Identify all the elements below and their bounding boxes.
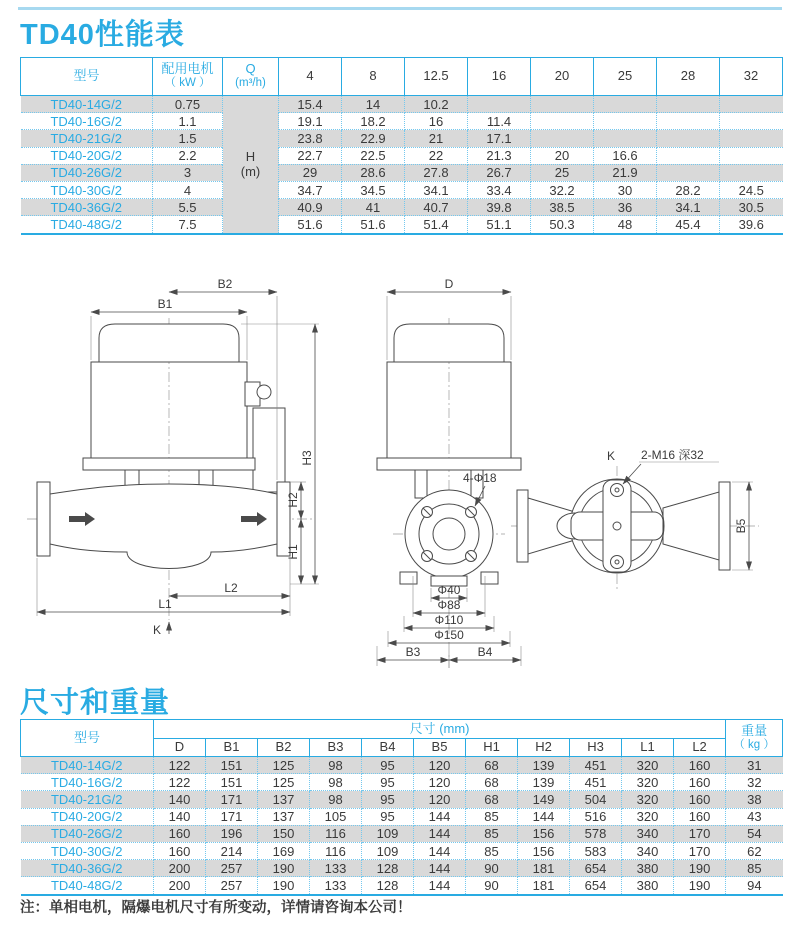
- dimension-value-cell: 171: [206, 808, 258, 825]
- dimension-value-cell: 169: [258, 842, 310, 859]
- dimension-value-cell: 68: [466, 757, 518, 774]
- col-header-q3: 12.5: [405, 58, 468, 96]
- dim-label-phi110: Φ110: [434, 613, 464, 627]
- dimension-row: [21, 808, 783, 825]
- head-unit-cell: [223, 96, 279, 234]
- head-value-cell: 23.8: [279, 130, 342, 147]
- dimension-value-cell: 340: [622, 842, 674, 859]
- head-value-cell: [531, 96, 594, 113]
- dimension-value-cell: 340: [622, 825, 674, 842]
- head-value-cell: 36: [594, 199, 657, 216]
- model-cell: TD40-36G/2: [21, 860, 154, 877]
- col-header-dim-b3: B3: [310, 739, 362, 757]
- pump-dimension-drawings: [19, 276, 781, 674]
- head-value-cell: [720, 147, 783, 164]
- dimension-value-cell: 190: [258, 877, 310, 895]
- head-value-cell: [657, 113, 720, 130]
- head-value-cell: 51.1: [468, 216, 531, 234]
- head-value-cell: 28.6: [342, 164, 405, 181]
- performance-row: [21, 199, 783, 216]
- performance-row: [21, 130, 783, 147]
- dimension-value-cell: 320: [622, 774, 674, 791]
- head-value-cell: 22: [405, 147, 468, 164]
- dim-label-b4: B4: [477, 645, 493, 659]
- head-value-cell: 21.9: [594, 164, 657, 181]
- head-value-cell: 32.2: [531, 181, 594, 198]
- drawing-side-view: [377, 277, 521, 668]
- dimension-value-cell: 151: [206, 774, 258, 791]
- dimension-value-cell: 128: [362, 877, 414, 895]
- footnote: 注：单相电机，隔爆电机尺寸有所变动，详情请咨询本公司！: [20, 900, 412, 916]
- head-value-cell: 10.2: [405, 96, 468, 113]
- dimension-row: [21, 842, 783, 859]
- model-cell: TD40-14G/2: [21, 757, 154, 774]
- head-value-cell: [531, 113, 594, 130]
- dimension-table-body: [21, 757, 783, 895]
- dimension-value-cell: 200: [154, 860, 206, 877]
- col-header-motor: [153, 58, 223, 96]
- dimension-value-cell: 95: [362, 791, 414, 808]
- dimension-value-cell: 120: [414, 757, 466, 774]
- dimension-value-cell: 85: [466, 842, 518, 859]
- dimension-value-cell: 68: [466, 791, 518, 808]
- model-cell: TD40-20G/2: [21, 147, 153, 164]
- dimension-row: [21, 877, 783, 895]
- head-value-cell: 20: [531, 147, 594, 164]
- col-header-model: 型号: [21, 58, 153, 96]
- dimension-value-cell: 156: [518, 842, 570, 859]
- weight-cell: 85: [726, 860, 783, 877]
- head-value-cell: 22.5: [342, 147, 405, 164]
- motor-kw-cell: 1.5: [153, 130, 223, 147]
- head-value-cell: 41: [342, 199, 405, 216]
- head-value-cell: [594, 96, 657, 113]
- dimension-value-cell: 140: [154, 791, 206, 808]
- dimension-value-cell: 116: [310, 825, 362, 842]
- dimension-value-cell: 90: [466, 877, 518, 895]
- dimension-value-cell: 151: [206, 757, 258, 774]
- dimension-value-cell: 160: [674, 808, 726, 825]
- motor-kw-cell: 1.1: [153, 113, 223, 130]
- head-value-cell: 40.7: [405, 199, 468, 216]
- dimension-value-cell: 516: [570, 808, 622, 825]
- dim-label-h3: H3: [300, 450, 314, 466]
- head-value-cell: 28.2: [657, 181, 720, 198]
- flow-label: Q: [245, 61, 256, 77]
- dimension-value-cell: 105: [310, 808, 362, 825]
- head-value-cell: [657, 130, 720, 147]
- dimension-value-cell: 654: [570, 860, 622, 877]
- head-value-cell: [594, 113, 657, 130]
- dimension-value-cell: 109: [362, 842, 414, 859]
- motor-kw-cell: 3: [153, 164, 223, 181]
- dim-label-b5: B5: [734, 518, 748, 534]
- dimension-value-cell: 320: [622, 791, 674, 808]
- head-value-cell: 34.5: [342, 181, 405, 198]
- weight-cell: 31: [726, 757, 783, 774]
- dimension-value-cell: 98: [310, 774, 362, 791]
- head-value-cell: [720, 113, 783, 130]
- head-value-cell: 26.7: [468, 164, 531, 181]
- weight-unit-label: （ kg ）: [733, 738, 775, 751]
- dimension-value-cell: 144: [414, 860, 466, 877]
- dimension-value-cell: 144: [414, 877, 466, 895]
- head-value-cell: 18.2: [342, 113, 405, 130]
- model-cell: TD40-30G/2: [21, 181, 153, 198]
- dimension-value-cell: 95: [362, 808, 414, 825]
- head-value-cell: 38.5: [531, 199, 594, 216]
- weight-cell: 54: [726, 825, 783, 842]
- dimension-value-cell: 125: [258, 774, 310, 791]
- dimension-value-cell: 144: [414, 842, 466, 859]
- dimension-value-cell: 451: [570, 774, 622, 791]
- head-value-cell: [720, 164, 783, 181]
- col-header-dim-l2: L2: [674, 739, 726, 757]
- dimension-value-cell: 380: [622, 877, 674, 895]
- head-value-cell: 21.3: [468, 147, 531, 164]
- dimension-value-cell: 90: [466, 860, 518, 877]
- dimension-value-cell: 150: [258, 825, 310, 842]
- dimension-value-cell: 190: [674, 877, 726, 895]
- dim-label-h2: H2: [286, 492, 300, 508]
- head-value-cell: 33.4: [468, 181, 531, 198]
- col-header-dim-b1: B1: [206, 739, 258, 757]
- dim-label-b3: B3: [405, 645, 421, 659]
- head-value-cell: 15.4: [279, 96, 342, 113]
- col-header-dim-h2: H2: [518, 739, 570, 757]
- col-header-dim-d: D: [154, 739, 206, 757]
- weight-cell: 94: [726, 877, 783, 895]
- dimension-value-cell: 181: [518, 877, 570, 895]
- dimension-value-cell: 170: [674, 825, 726, 842]
- dimension-value-cell: 144: [414, 808, 466, 825]
- motor-kw-cell: 4: [153, 181, 223, 198]
- motor-unit-label: （ kW ）: [164, 77, 211, 90]
- head-unit: (m): [240, 164, 261, 180]
- dimension-value-cell: 170: [674, 842, 726, 859]
- dimension-value-cell: 109: [362, 825, 414, 842]
- head-value-cell: 30.5: [720, 199, 783, 216]
- dimension-row: [21, 757, 783, 774]
- head-value-cell: 48: [594, 216, 657, 234]
- performance-row: [21, 113, 783, 130]
- dimensions-section-title: 尺寸和重量: [20, 687, 171, 719]
- col-header-dim-l1: L1: [622, 739, 674, 757]
- head-value-cell: 16.6: [594, 147, 657, 164]
- head-value-cell: 45.4: [657, 216, 720, 234]
- dimension-value-cell: 160: [154, 842, 206, 859]
- head-value-cell: 30: [594, 181, 657, 198]
- dimension-value-cell: 139: [518, 774, 570, 791]
- head-value-cell: 11.4: [468, 113, 531, 130]
- weight-label: 重量: [741, 722, 768, 738]
- dimension-value-cell: 125: [258, 757, 310, 774]
- model-cell: TD40-48G/2: [21, 216, 153, 234]
- dim-label-k-top: K: [606, 449, 616, 463]
- weight-cell: 32: [726, 774, 783, 791]
- dimension-value-cell: 320: [622, 757, 674, 774]
- dimension-value-cell: 144: [414, 825, 466, 842]
- dimension-value-cell: 160: [674, 791, 726, 808]
- dimension-row: [21, 860, 783, 877]
- dimension-value-cell: 583: [570, 842, 622, 859]
- dimension-value-cell: 133: [310, 877, 362, 895]
- drawing-front-view: [27, 277, 319, 637]
- dimension-value-cell: 139: [518, 757, 570, 774]
- dimension-value-cell: 149: [518, 791, 570, 808]
- performance-table-body: [21, 96, 783, 234]
- dimension-value-cell: 214: [206, 842, 258, 859]
- col-header-model: 型号: [21, 720, 154, 757]
- dimension-value-cell: 95: [362, 757, 414, 774]
- head-value-cell: 27.8: [405, 164, 468, 181]
- dimension-value-cell: 137: [258, 791, 310, 808]
- head-value-cell: 34.1: [405, 181, 468, 198]
- motor-kw-cell: 2.2: [153, 147, 223, 164]
- dimension-value-cell: 133: [310, 860, 362, 877]
- model-cell: TD40-26G/2: [21, 164, 153, 181]
- performance-row: [21, 147, 783, 164]
- weight-cell: 38: [726, 791, 783, 808]
- head-value-cell: [657, 96, 720, 113]
- head-value-cell: 51.4: [405, 216, 468, 234]
- col-header-q2: 8: [342, 58, 405, 96]
- performance-table: [20, 57, 783, 235]
- dimension-value-cell: 128: [362, 860, 414, 877]
- head-value-cell: [594, 130, 657, 147]
- dimension-value-cell: 85: [466, 825, 518, 842]
- dimension-value-cell: 95: [362, 774, 414, 791]
- model-cell: TD40-14G/2: [21, 96, 153, 113]
- col-header-flow: [223, 58, 279, 96]
- head-value-cell: 51.6: [342, 216, 405, 234]
- performance-row: [21, 96, 783, 113]
- head-value-cell: 39.6: [720, 216, 783, 234]
- dimension-value-cell: 190: [674, 860, 726, 877]
- dimension-value-cell: 654: [570, 877, 622, 895]
- model-cell: TD40-36G/2: [21, 199, 153, 216]
- head-value-cell: 29: [279, 164, 342, 181]
- weight-cell: 62: [726, 842, 783, 859]
- motor-kw-cell: 5.5: [153, 199, 223, 216]
- dim-label-l1: L1: [158, 597, 172, 611]
- col-header-size-group: 尺寸 (mm): [154, 720, 726, 739]
- col-header-dim-b5: B5: [414, 739, 466, 757]
- dimension-value-cell: 122: [154, 757, 206, 774]
- dimension-table: [20, 719, 783, 896]
- performance-header-row: [21, 58, 783, 96]
- dimension-value-cell: 181: [518, 860, 570, 877]
- col-header-weight: [726, 720, 783, 757]
- dimension-value-cell: 190: [258, 860, 310, 877]
- dimension-value-cell: 451: [570, 757, 622, 774]
- performance-row: [21, 164, 783, 181]
- dimension-value-cell: 85: [466, 808, 518, 825]
- head-value-cell: [468, 96, 531, 113]
- head-value-cell: 24.5: [720, 181, 783, 198]
- head-value-cell: 51.6: [279, 216, 342, 234]
- col-header-dim-b4: B4: [362, 739, 414, 757]
- dim-label-h1: H1: [286, 544, 300, 560]
- head-value-cell: 22.7: [279, 147, 342, 164]
- dim-label-l2: L2: [224, 581, 238, 595]
- dimension-value-cell: 120: [414, 774, 466, 791]
- dimension-value-cell: 156: [518, 825, 570, 842]
- dimension-row: [21, 825, 783, 842]
- model-cell: TD40-16G/2: [21, 113, 153, 130]
- dimension-value-cell: 380: [622, 860, 674, 877]
- dimension-value-cell: 116: [310, 842, 362, 859]
- model-cell: TD40-26G/2: [21, 825, 154, 842]
- col-header-q1: 4: [279, 58, 342, 96]
- dimension-value-cell: 98: [310, 791, 362, 808]
- head-value-cell: [720, 130, 783, 147]
- col-header-q7: 28: [657, 58, 720, 96]
- head-value-cell: 17.1: [468, 130, 531, 147]
- dim-label-b1: B1: [157, 297, 173, 311]
- dim-label-k-front: K: [152, 623, 162, 637]
- head-value-cell: 21: [405, 130, 468, 147]
- head-value-cell: 34.7: [279, 181, 342, 198]
- dimension-value-cell: 160: [674, 757, 726, 774]
- dimension-value-cell: 144: [518, 808, 570, 825]
- motor-kw-cell: 7.5: [153, 216, 223, 234]
- dimension-value-cell: 137: [258, 808, 310, 825]
- dimension-header-row-1: [21, 720, 783, 739]
- dim-label-phi40: Φ40: [437, 583, 461, 597]
- dimension-value-cell: 160: [154, 825, 206, 842]
- dimension-value-cell: 122: [154, 774, 206, 791]
- model-cell: TD40-21G/2: [21, 791, 154, 808]
- head-value-cell: 39.8: [468, 199, 531, 216]
- model-cell: TD40-20G/2: [21, 808, 154, 825]
- dimension-value-cell: 171: [206, 791, 258, 808]
- col-header-q6: 25: [594, 58, 657, 96]
- dimension-value-cell: 196: [206, 825, 258, 842]
- head-value-cell: 16: [405, 113, 468, 130]
- motor-label: 配用电机: [161, 61, 214, 77]
- head-value-cell: [657, 164, 720, 181]
- performance-row: [21, 216, 783, 234]
- head-value-cell: 22.9: [342, 130, 405, 147]
- dimension-row: [21, 774, 783, 791]
- head-value-cell: 14: [342, 96, 405, 113]
- performance-section-title: TD40性能表: [20, 19, 185, 51]
- performance-row: [21, 181, 783, 198]
- weight-cell: 43: [726, 808, 783, 825]
- dimension-value-cell: 160: [674, 774, 726, 791]
- drawing-top-view: [511, 448, 759, 590]
- model-cell: TD40-30G/2: [21, 842, 154, 859]
- col-header-dim-b2: B2: [258, 739, 310, 757]
- dimension-value-cell: 98: [310, 757, 362, 774]
- dimension-value-cell: 504: [570, 791, 622, 808]
- col-header-q5: 20: [531, 58, 594, 96]
- head-value-cell: [531, 130, 594, 147]
- dim-label-phi88: Φ88: [437, 598, 461, 612]
- model-cell: TD40-16G/2: [21, 774, 154, 791]
- dim-label-bolt-holes: 4-Φ18: [463, 471, 497, 485]
- col-header-q8: 32: [720, 58, 783, 96]
- head-value-cell: 25: [531, 164, 594, 181]
- col-header-dim-h3: H3: [570, 739, 622, 757]
- page-top-rule: [18, 7, 782, 10]
- model-cell: TD40-21G/2: [21, 130, 153, 147]
- col-header-q4: 16: [468, 58, 531, 96]
- dimension-value-cell: 140: [154, 808, 206, 825]
- head-value-cell: 40.9: [279, 199, 342, 216]
- dim-label-b2: B2: [217, 277, 233, 291]
- head-value-cell: 50.3: [531, 216, 594, 234]
- dimension-value-cell: 320: [622, 808, 674, 825]
- head-value-cell: 19.1: [279, 113, 342, 130]
- dim-label-d: D: [444, 277, 454, 291]
- dimension-value-cell: 120: [414, 791, 466, 808]
- col-header-dim-h1: H1: [466, 739, 518, 757]
- dim-label-thread: 2-M16 深32: [641, 448, 704, 462]
- dim-label-phi150: Φ150: [434, 628, 464, 642]
- head-value-cell: [720, 96, 783, 113]
- dimension-value-cell: 578: [570, 825, 622, 842]
- motor-kw-cell: 0.75: [153, 96, 223, 113]
- dimension-value-cell: 200: [154, 877, 206, 895]
- dimension-value-cell: 257: [206, 877, 258, 895]
- dimension-row: [21, 791, 783, 808]
- dimension-value-cell: 257: [206, 860, 258, 877]
- model-cell: TD40-48G/2: [21, 877, 154, 895]
- head-value-cell: 34.1: [657, 199, 720, 216]
- head-value-cell: [657, 147, 720, 164]
- dimension-value-cell: 68: [466, 774, 518, 791]
- head-label: H: [245, 148, 256, 164]
- flow-unit-label: (m³/h): [235, 77, 266, 90]
